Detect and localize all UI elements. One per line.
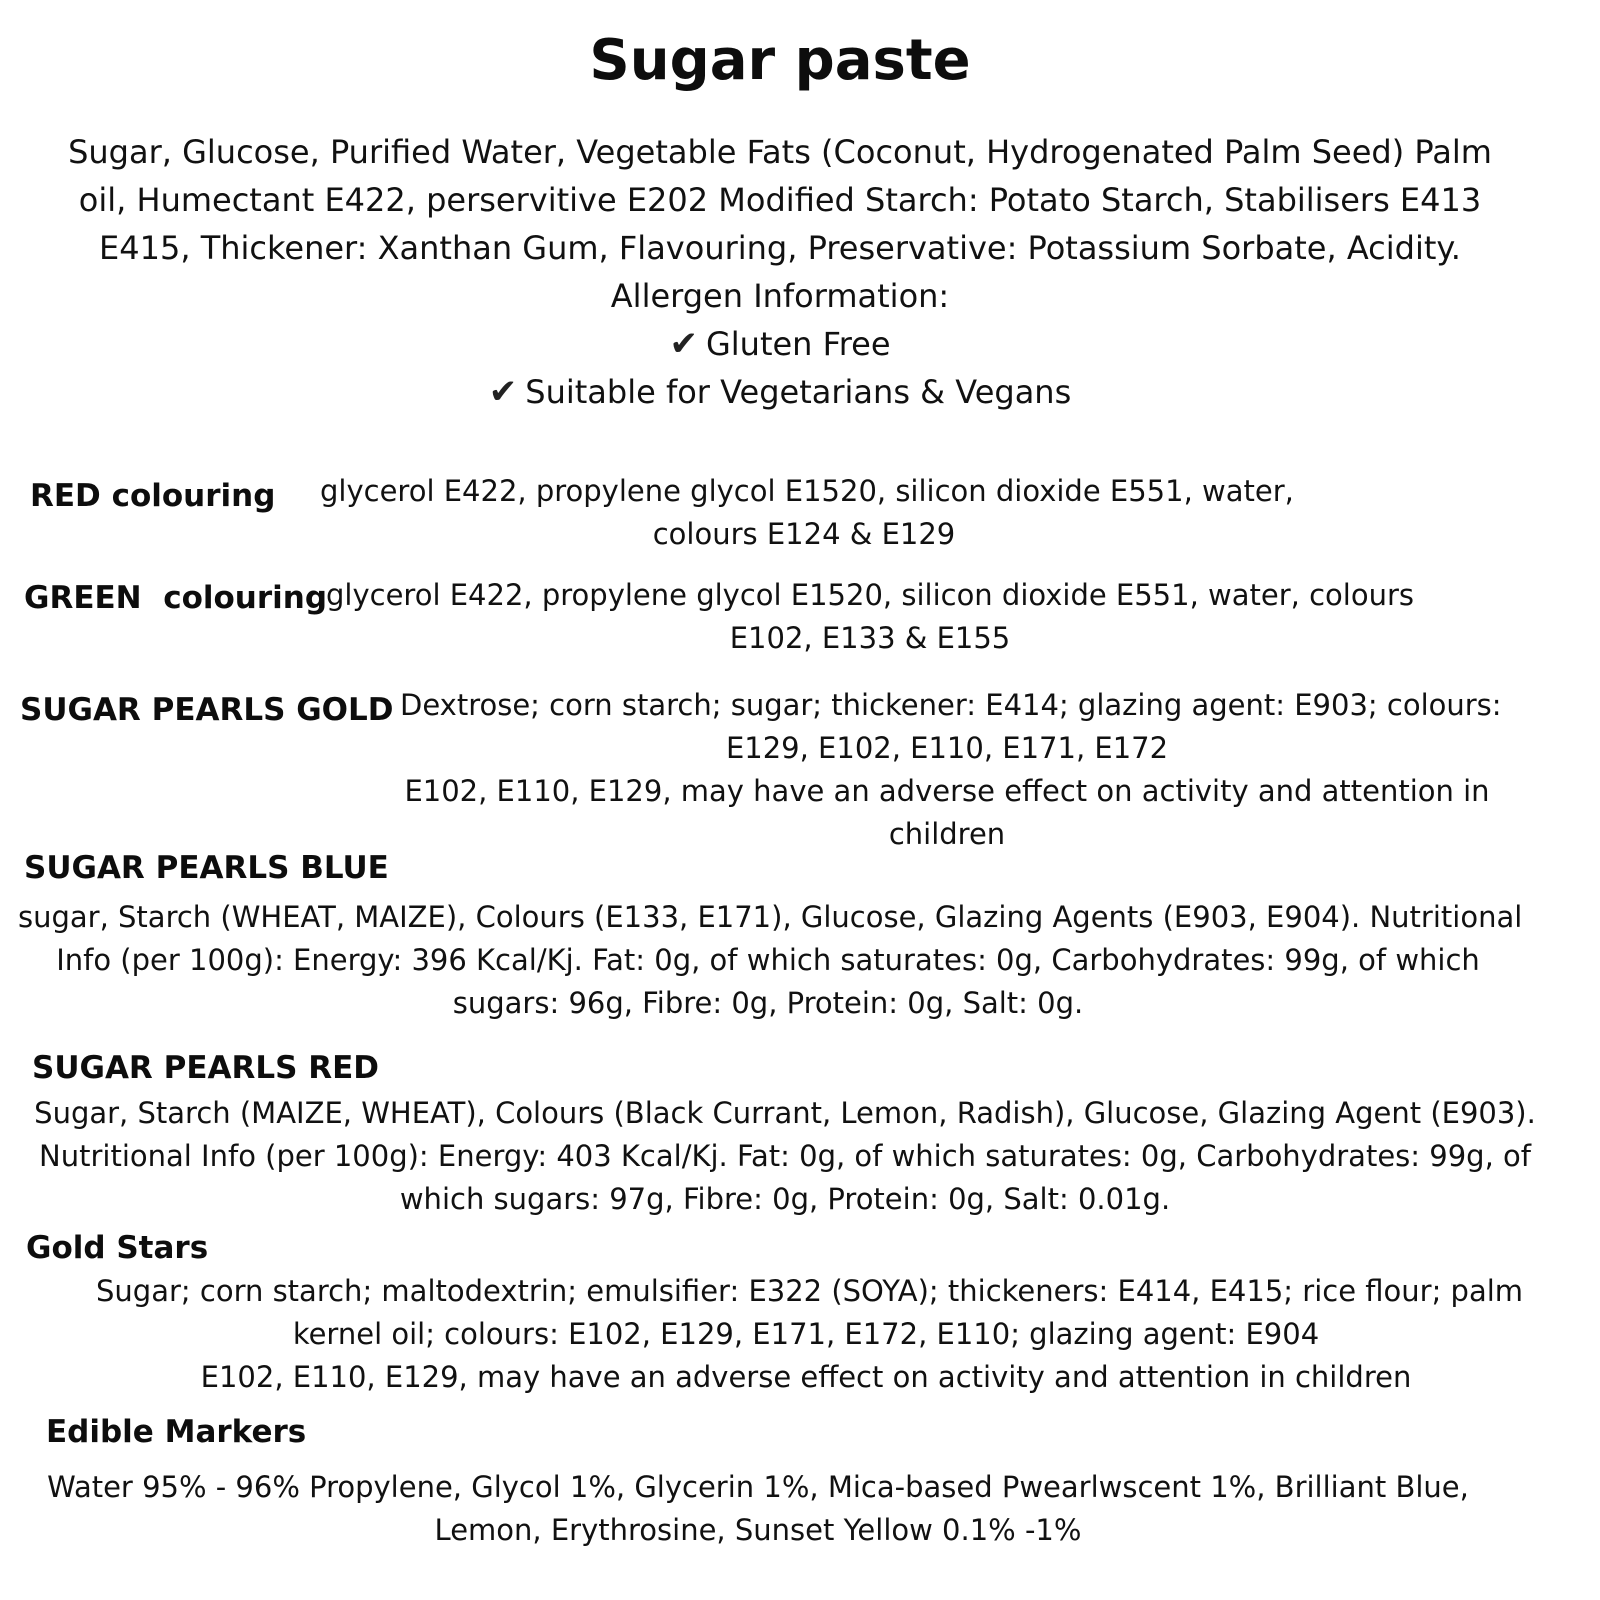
section-text-edible-markers [46,1466,1470,1552]
section-line: Info (per 100g): Energy: 396 Kcal/Kj. Fat: 0g, of which saturates: 0g, Carbohydrates: 99g, of which [56,943,1480,977]
section-label-green-colouring: GREEN colouring [24,580,328,616]
section-label-edible-markers: Edible Markers [46,1414,307,1450]
allergen-heading: Allergen Information: [610,277,950,315]
section-text-red-colouring [320,470,1294,556]
section-line: Nutritional Info (per 100g): Energy: 403 Kcal/Kj. Fat: 0g, of which saturates: 0g, Carbohydrates: 99g, of [39,1139,1531,1173]
section-text-gold-stars [96,1270,1524,1399]
section-text-sugar-pearls-blue [18,896,1523,1025]
section-label-sugar-pearls-blue: SUGAR PEARLS BLUE [24,850,389,886]
checkmark-icon: ✔ [669,324,698,364]
section-text-sugar-pearls-gold [400,684,1502,856]
section-line: Sugar, Starch (MAIZE, WHEAT), Colours (Black Currant, Lemon, Radish), Glucose, Glazing Agent (E903). [34,1096,1536,1130]
section-line: Lemon, Erythrosine, Sunset Yellow 0.1% -1% [434,1513,1082,1547]
section-text-sugar-pearls-red [30,1092,1540,1221]
allergen-item [20,368,1540,416]
section-line: E102, E110, E129, may have an adverse effect on activity and attention in [404,774,1490,808]
section-line: E102, E133 & E155 [729,621,1011,655]
ingredients-line: oil, Humectant E422, perservitive E202 Modified Starch: Potato Starch, Stabilisers E413 [78,181,1482,219]
section-line: Water 95% - 96% Propylene, Glycol 1%, Glycerin 1%, Mica-based Pwearlwscent 1%, Brilliant Blue, [47,1470,1469,1504]
section-line: glycerol E422, propylene glycol E1520, silicon dioxide E551, water, colours [326,578,1414,612]
section-line: Dextrose; corn starch; sugar; thickener: E414; glazing agent: E903; colours: [400,688,1502,722]
section-line: glycerol E422, propylene glycol E1520, silicon dioxide E551, water, [320,474,1294,508]
section-text-green-colouring [326,574,1414,660]
section-line: which sugars: 97g, Fibre: 0g, Protein: 0g, Salt: 0.01g. [399,1182,1171,1216]
section-label-red-colouring: RED colouring [30,478,276,514]
allergen-item [20,320,1540,368]
ingredients-line: Sugar, Glucose, Purified Water, Vegetable Fats (Coconut, Hydrogenated Palm Seed) Palm [68,133,1492,171]
section-line: E102, E110, E129, may have an adverse effect on activity and attention in children [200,1360,1412,1394]
ingredients-line: E415, Thickener: Xanthan Gum, Flavouring, Preservative: Potassium Sorbate, Acidity. [99,229,1461,267]
section-line: sugars: 96g, Fibre: 0g, Protein: 0g, Salt: 0g. [452,986,1084,1020]
section-line: colours E124 & E129 [652,517,956,551]
section-label-sugar-pearls-red: SUGAR PEARLS RED [32,1050,380,1086]
section-line: Sugar; corn starch; maltodextrin; emulsifier: E322 (SOYA); thickeners: E414, E415; rice flour; palm [96,1274,1524,1308]
section-line: sugar, Starch (WHEAT, MAIZE), Colours (E133, E171), Glucose, Glazing Agents (E903, E904). Nutritional [18,900,1523,934]
section-label-sugar-pearls-gold: SUGAR PEARLS GOLD [20,692,394,728]
section-label-gold-stars: Gold Stars [26,1230,209,1266]
section-line: children [888,817,1006,851]
page-title: Sugar paste [589,28,971,93]
sugar-paste-ingredients [20,128,1540,416]
allergen-item-label: Suitable for Vegetarians & Vegans [525,373,1072,411]
checkmark-icon: ✔ [488,372,518,412]
allergen-item-label: Gluten Free [705,325,891,363]
section-line: E129, E102, E110, E171, E172 [725,731,1169,765]
section-line: kernel oil; colours: E102, E129, E171, E172, E110; glazing agent: E904 [292,1317,1320,1351]
